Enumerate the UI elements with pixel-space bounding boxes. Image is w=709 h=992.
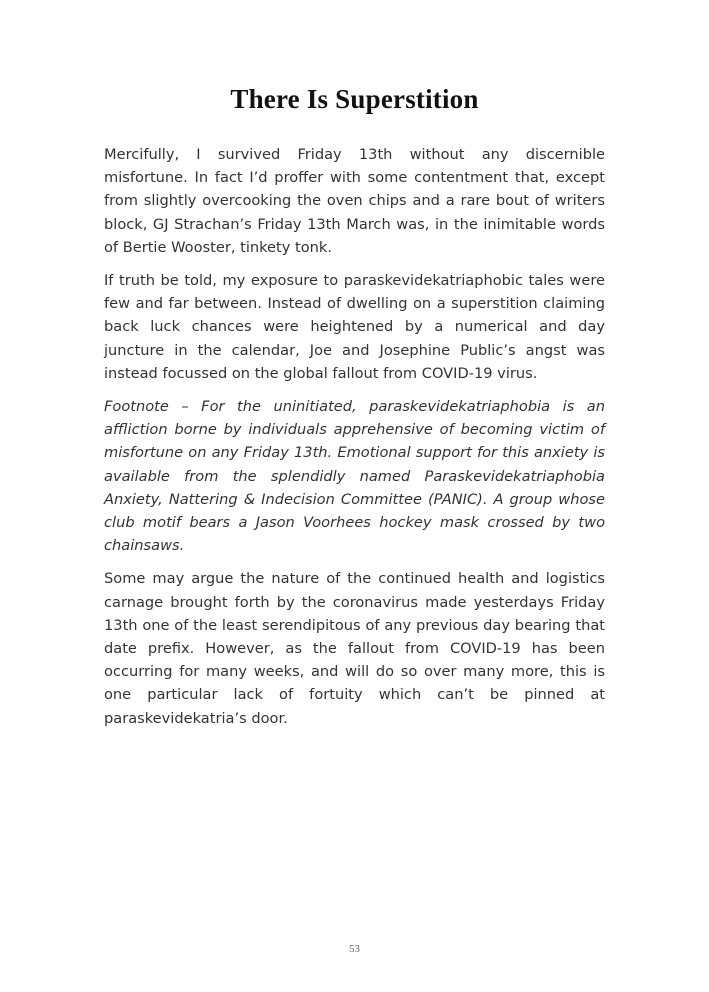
article-body [104,143,605,740]
paragraph-intro: Mercifully, I survived Friday 13th without any discernible misfortune. In fact I’d proffer with some contentment that, except from slightly overcooking the oven chips and a rare bout of writers block, GJ Strachan’s Friday 13th March was, in the inimitable words of Bertie Wooster, tinkety tonk. [104,146,605,256]
page-number: 53 [349,943,360,955]
page-title: There Is Superstition [230,84,479,114]
paragraph-exposure: If truth be told, my exposure to paraskevidekatriaphobic tales were few and far between. Instead of dwelling on a superstition claiming back luck chances were heightened by a numerical and day juncture in the calendar, Joe and Josephine Public’s angst was instead focussed on the global fallout from COVID-19 virus. [104,272,605,382]
paragraph-footnote: Footnote – For the uninitiated, paraskevidekatriaphobia is an affliction borne by individuals apprehensive of becoming victim of misfortune on any Friday 13th. Emotional support for this anxiety is available from the splendidly named Paraskevidekatriaphobia Anxiety, Nattering & Indecision Committee (PANIC). A group whose club motif bears a Jason Voorhees hockey mask crossed by two chainsaws. [104,398,605,555]
paragraph-conclusion: Some may argue the nature of the continued health and logistics carnage brought forth by the coronavirus made yesterdays Friday 13th one of the least serendipitous of any previous day bearing that date prefix. However, as the fallout from COVID-19 has been occurring for many weeks, and will do so over many more, this is one particular lack of fortuity which can’t be pinned at paraskevidekatria’s door. [104,570,605,727]
